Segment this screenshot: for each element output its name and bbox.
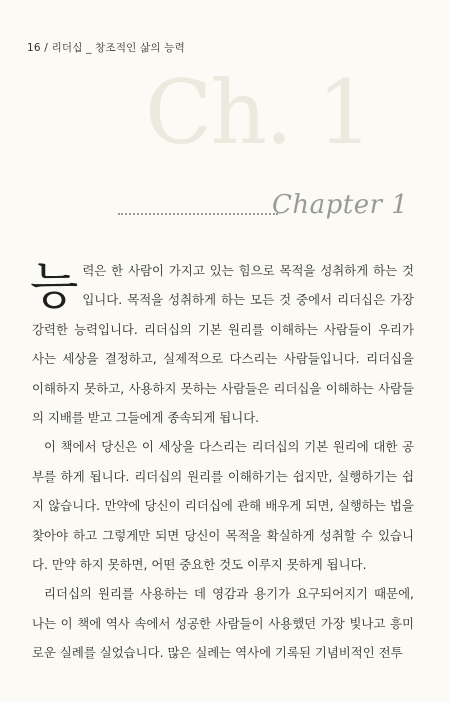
paragraph-1-text: 력은 한 사람이 가지고 있는 힘으로 목적을 성취하게 하는 것입니다. 목적을 성취하게 하는 모든 것 중에서 리더십은 가장 강력한 능력입니다. 리더십의 기본 원리를 이해하는 사람들이 우리가 사는 세상을 결정하고, 실제적으로 다스리는 사람들입니다. 리더십을 이해하지 못하고, 사용하지 못하는 사람들은 리더십을 이해하는 사람들의 지배를 받고 그들에게 종속되게 됩니다. xyxy=(32,263,414,426)
body-text xyxy=(32,256,414,668)
paragraph-3-text: 리더십의 원리를 사용하는 데 영감과 용기가 요구되어지기 때문에, 나는 이 책에 역사 속에서 성공한 사람들이 사용했던 가장 빛나고 흥미로운 실례를 실었습니다. 많은 실례는 역사에 기록된 기념비적인 전투 xyxy=(32,586,414,661)
chapter-script-title: Chapter 1 xyxy=(272,190,409,220)
dotted-rule xyxy=(118,213,278,215)
paragraph-3 xyxy=(32,579,414,667)
chapter-watermark: Ch. 1 xyxy=(145,61,371,164)
paragraph-1 xyxy=(32,256,414,432)
drop-cap: 능 xyxy=(30,257,79,315)
paragraph-2-text: 이 책에서 당신은 이 세상을 다스리는 리더십의 기본 원리에 대한 공부를 하게 됩니다. 리더십의 원리를 이해하기는 쉽지만, 실행하기는 쉽지 않습니다. 만약에 당신이 리더십에 관해 배우게 되면, 실행하는 법을 찾아야 하고 그렇게만 되면 당신이 목적을 확실하게 성취할 수 있습니다. 만약 하지 못하면, 어떤 중요한 것도 이루지 못하게 됩니다. xyxy=(32,439,414,573)
paragraph-2 xyxy=(32,432,414,579)
chapter-heading-mark xyxy=(118,186,428,226)
running-head: 16 / 리더십 _ 창조적인 삶의 능력 xyxy=(27,42,185,54)
